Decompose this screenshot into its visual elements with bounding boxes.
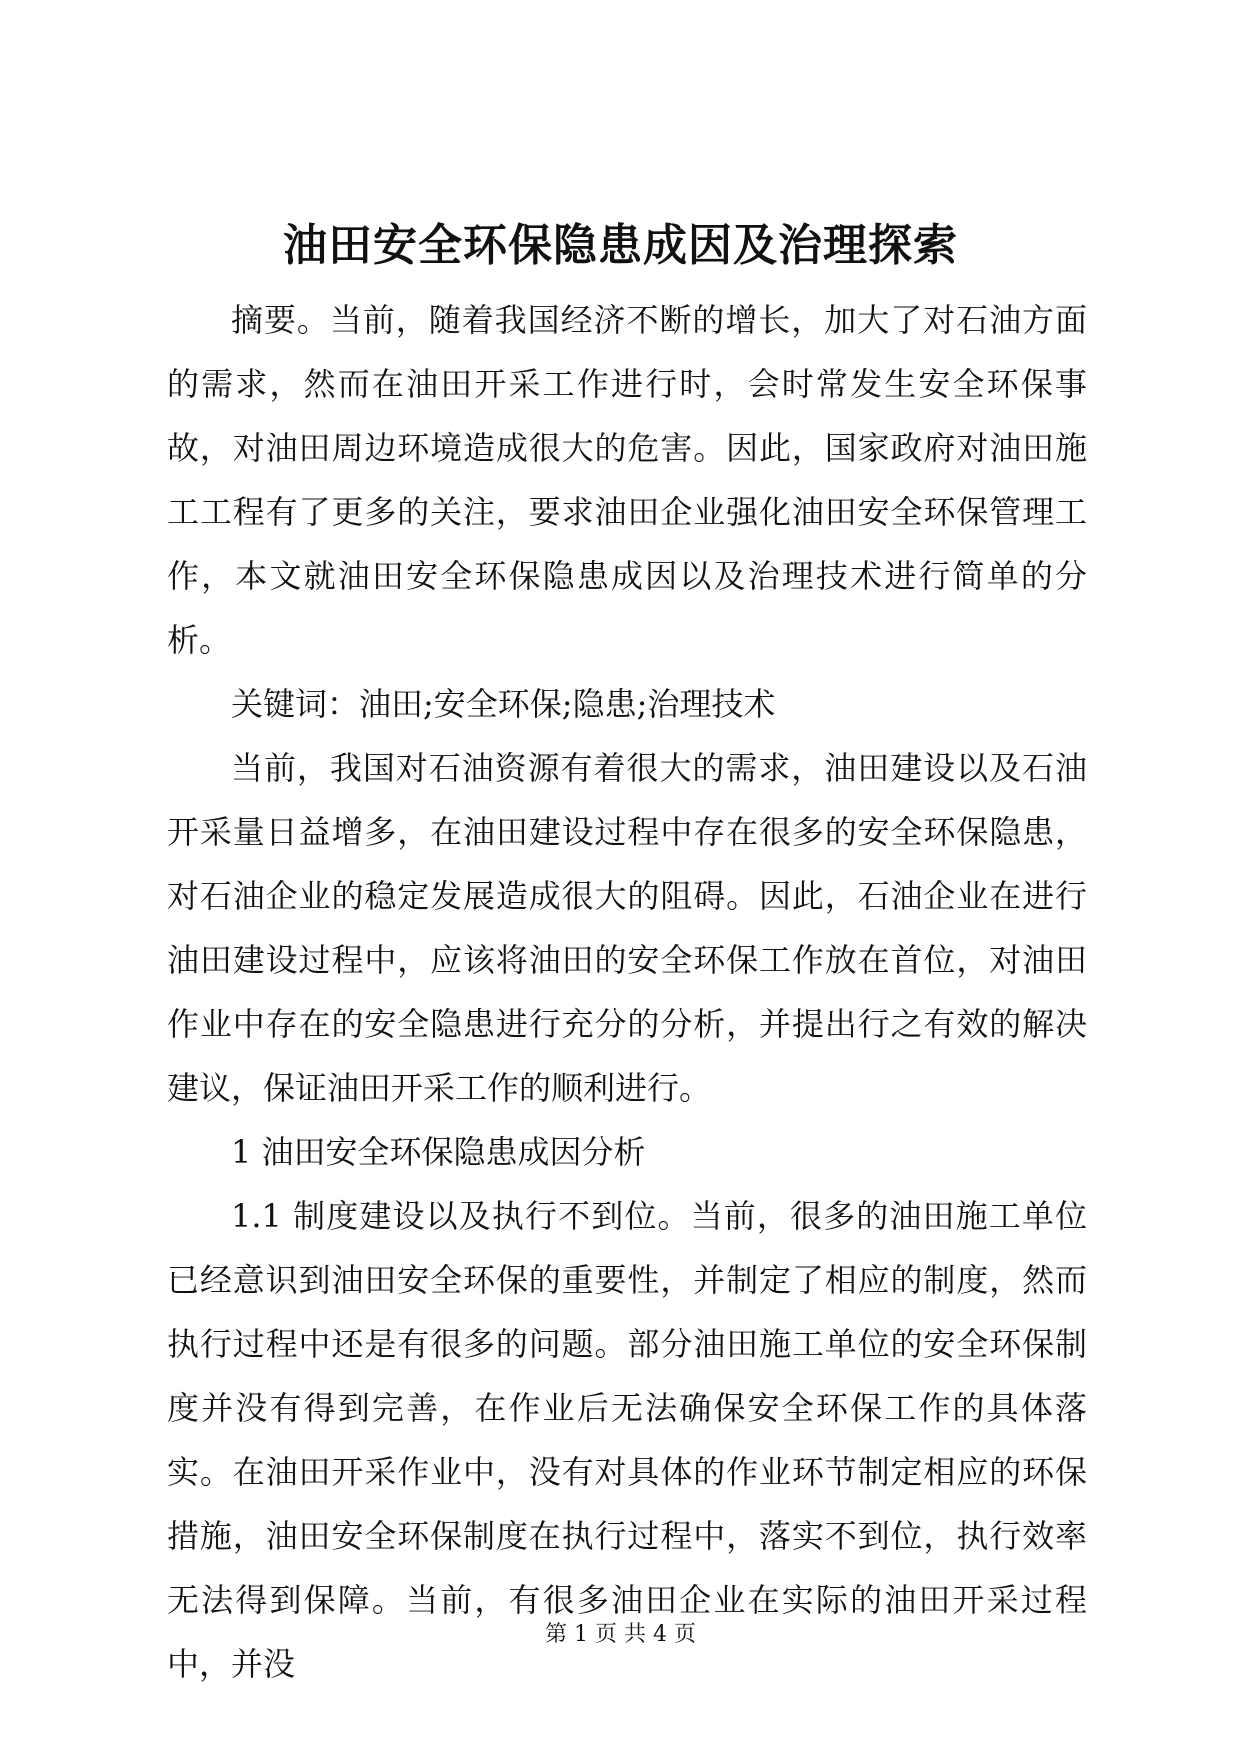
keywords-paragraph: 关键词：油田;安全环保;隐患;治理技术 xyxy=(231,685,776,723)
abstract-paragraph: 摘要。当前，随着我国经济不断的增长，加大了对石油方面的需求，然而在油田开采工作进行时，会时常发生安全环保事故，对油田周边环境造成很大的危害。因此，国家政府对油田施工工程有了更多的关注，要求油田企业强化油田安全环保管理工作，本文就油田安全环保隐患成因以及治理技术进行简单的分析。 xyxy=(167,301,1087,659)
intro-paragraph: 当前，我国对石油资源有着很大的需求，油田建设以及石油开采量日益增多，在油田建设过程中存在很多的安全环保隐患，对石油企业的稳定发展造成很大的阻碍。因此，石油企业在进行油田建设过程中，应该将油田的安全环保工作放在首位，对油田作业中存在的安全隐患进行充分的分析，并提出行之有效的解决建议，保证油田开采工作的顺利进行。 xyxy=(167,749,1087,1107)
document-body xyxy=(167,288,1087,1696)
body-paragraph: 1.1 制度建设以及执行不到位。当前，很多的油田施工单位已经意识到油田安全环保的重要性，并制定了相应的制度，然而执行过程中还是有很多的问题。部分油田施工单位的安全环保制度并没有得到完善，在作业后无法确保安全环保工作的具体落实。在油田开采作业中，没有对具体的作业环节制定相应的环保措施，油田安全环保制度在执行过程中，落实不到位，执行效率无法得到保障。当前，有很多油田企业在实际的油田开采过程中，并没 xyxy=(167,1197,1087,1683)
page-footer: 第 1 页 共 4 页 xyxy=(545,1622,696,1647)
document-title: 油田安全环保隐患成因及治理探索 xyxy=(283,220,958,271)
section-heading: 1 油田安全环保隐患成因分析 xyxy=(231,1133,646,1171)
